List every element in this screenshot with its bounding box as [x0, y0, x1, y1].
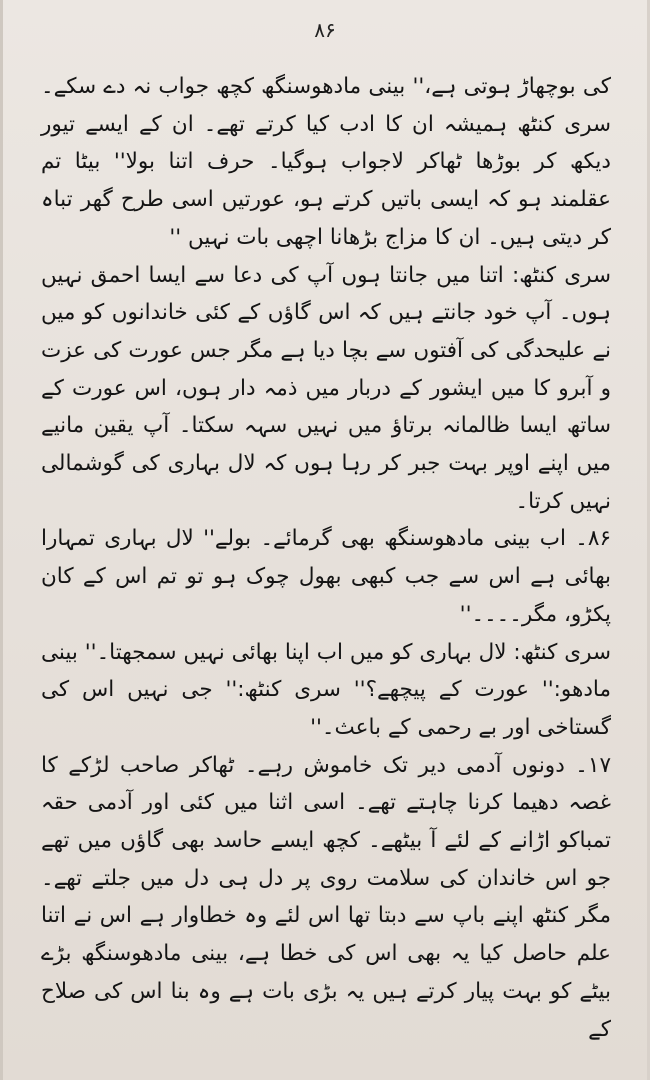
page-body-text [41, 68, 611, 1048]
paragraph-2: سری کنٹھ: اتنا میں جانتا ہوں آپ کی دعا سے ایسا احمق نہیں ہوں۔ آپ خود جانتے ہیں کہ اس گاؤں کے کئی خاندانوں کو میں نے علیحدگی کی آفتوں سے بچا دیا ہے مگر جس عورت کی عزت و آبرو کا میں ایشور کے دربار میں ذمہ دار ہوں، اس عورت کے ساتھ ایسا ظالمانہ برتاؤ میں نہیں سہہ سکتا۔ آپ یقین مانیے میں اپنے اوپر بہت جبر کر رہا ہوں کہ لال بہاری کی گوشمالی نہیں کرتا۔ [41, 262, 611, 514]
page-number: ۸۶ [314, 18, 336, 42]
paragraph-3: ۸۶۔ اب بینی مادھوسنگھ بھی گرمائے۔ بولے'' لال بہاری تمہارا بھائی ہے اس سے جب کبھی بھول چوک ہو تو تم اس کے کان پکڑو، مگر۔۔۔۔'' [41, 526, 611, 627]
paragraph-1: کی بوچھاڑ ہوتی ہے،'' بینی مادھوسنگھ کچھ جواب نہ دے سکے۔ سری کنٹھ ہمیشہ ان کا ادب کیا کرتے تھے۔ ان کے ایسے تیور دیکھ کر بوڑھا ٹھاکر لاجواب ہوگیا۔ حرف اتنا بولا'' بیٹا تم عقلمند ہو کہ ایسی باتیں کرتے ہو، عورتیں اسی طرح گھر تباہ کر دیتی ہیں۔ ان کا مزاج بڑھانا اچھی بات نہیں '' [41, 74, 611, 250]
paragraph-5: ۱۷۔ دونوں آدمی دیر تک خاموش رہے۔ ٹھاکر صاحب لڑکے کا غصہ دھیما کرنا چاہتے تھے۔ اسی اثنا میں کئی اور آدمی حقہ تمباکو اڑانے کے لئے آ بیٹھے۔ کچھ ایسے حاسد بھی گاؤں میں تھے جو اس خاندان کی سلامت روی پر دل ہی دل میں جلتے تھے۔ مگر کنٹھ اپنے باپ سے دبتا تھا اس لئے وہ خطاوار ہے اس نے اتنا علم حاصل کیا یہ بھی اس کی خطا ہے، بینی مادھوسنگھ بڑے بیٹے کو بہت پیار کرتے ہیں یہ بڑی بات ہے وہ بنا اس کی صلاح کے [41, 752, 611, 1042]
paragraph-4: سری کنٹھ: لال بہاری کو میں اب اپنا بھائی نہیں سمجھتا۔'' بینی مادھو:'' عورت کے پیچھے؟'' سری کنٹھ:'' جی نہیں اس کی گستاخی اور بے رحمی کے باعث۔'' [41, 639, 611, 740]
